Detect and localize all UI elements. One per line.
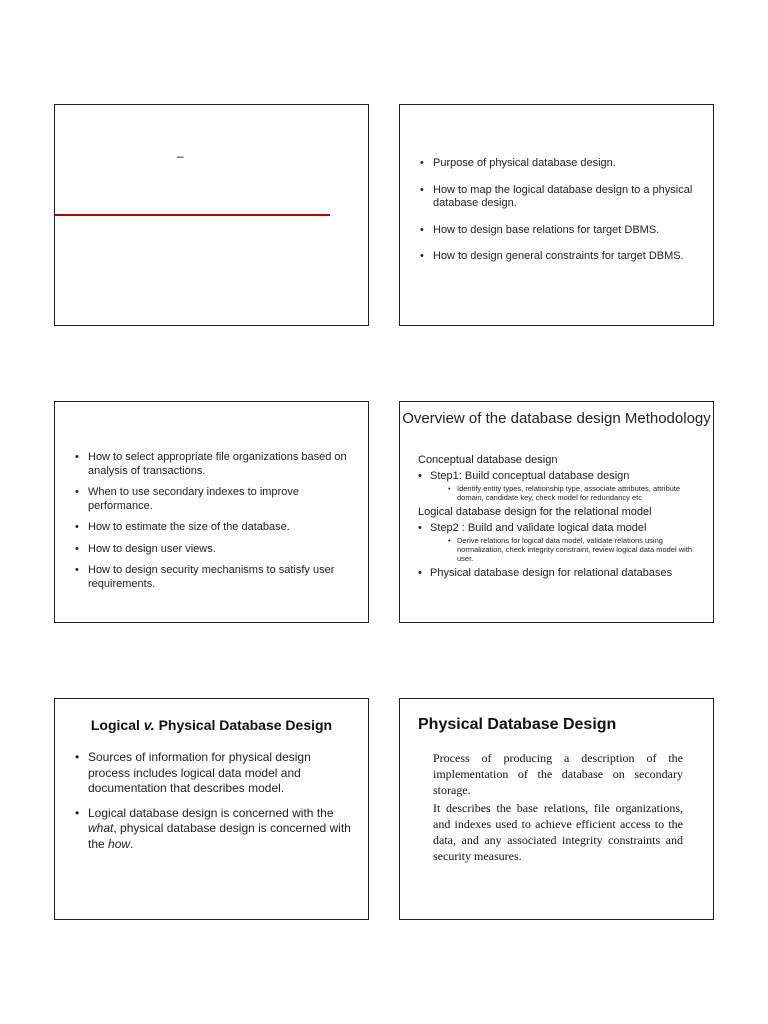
italic-word: how — [108, 836, 131, 851]
bullet-item: • How to design base relations for target DBMS. — [420, 224, 698, 238]
bullet-item: • How to design general constraints for target DBMS. — [420, 250, 698, 264]
slide-title: Overview of the database design Methodology — [402, 410, 711, 427]
bullet-item: • How to design security mechanisms to satisfy user requirements. — [75, 564, 355, 591]
slide-4 — [399, 401, 714, 623]
bullet-item: • How to map the logical database design to a physical database design. — [420, 184, 698, 211]
title-part: Physical Database Design — [154, 717, 333, 733]
text-part: , physical database design is concerned with the — [88, 821, 351, 851]
bullet-item: • Purpose of physical database design. — [420, 157, 698, 171]
slide-content — [418, 453, 703, 580]
slide-1 — [54, 104, 369, 326]
text-part: Logical database design is concerned with the — [88, 805, 334, 820]
title-part: Logical — [90, 717, 144, 733]
red-divider-line — [55, 214, 330, 216]
bullet-item: • How to select appropriate file organizations based on analysis of transactions. — [75, 451, 355, 478]
slide-5 — [54, 698, 369, 920]
bullet-list — [420, 157, 698, 277]
text-part: . — [130, 836, 134, 851]
section-heading: Conceptual database design — [418, 454, 558, 466]
title-dash: – — [177, 149, 184, 163]
bullet-item — [75, 806, 355, 853]
bullet-item: • How to estimate the size of the database. — [75, 521, 355, 535]
sub-bullet-list — [448, 484, 703, 502]
slide-title — [55, 717, 368, 733]
slide-title: Physical Database Design — [418, 716, 617, 733]
bullet-item: • Sources of information for physical design process includes logical data model and documentation that describes model. — [75, 750, 355, 797]
section-heading: Logical database design for the relational model — [418, 506, 652, 518]
slide-3 — [54, 401, 369, 623]
step-list — [418, 566, 703, 580]
step-item: • Step1: Build conceptual database design — [418, 469, 703, 483]
bullet-list — [75, 451, 355, 599]
slide-6 — [399, 698, 714, 920]
step-list — [418, 469, 703, 483]
bullet-item: • How to design user views. — [75, 543, 355, 557]
sub-bullet-item: • Identify entity types, relationship type, associate attributes, attribute domain, candidate key, check model for redundancy etc — [448, 484, 703, 502]
sub-bullet-list — [448, 536, 703, 563]
title-italic: v. — [143, 717, 155, 733]
step-list — [418, 521, 703, 535]
sub-bullet-item: • Derive relations for logical data model, validate relations using normalization, check integrity constraint, review logical data model with user. — [448, 536, 703, 563]
bullet-item: • When to use secondary indexes to improve performance. — [75, 486, 355, 513]
bullet-list — [75, 750, 355, 861]
step-item: • Physical database design for relational databases — [418, 566, 703, 580]
step-item: • Step2 : Build and validate logical data model — [418, 521, 703, 535]
italic-word: what — [88, 821, 114, 835]
slide-2 — [399, 104, 714, 326]
paragraph: It describes the base relations, file organizations, and indexes used to achieve efficient access to the data, and any associated integrity constraints and security measures. — [433, 801, 683, 863]
paragraph: Process of producing a description of the implementation of the database on secondary storage. — [433, 751, 683, 797]
